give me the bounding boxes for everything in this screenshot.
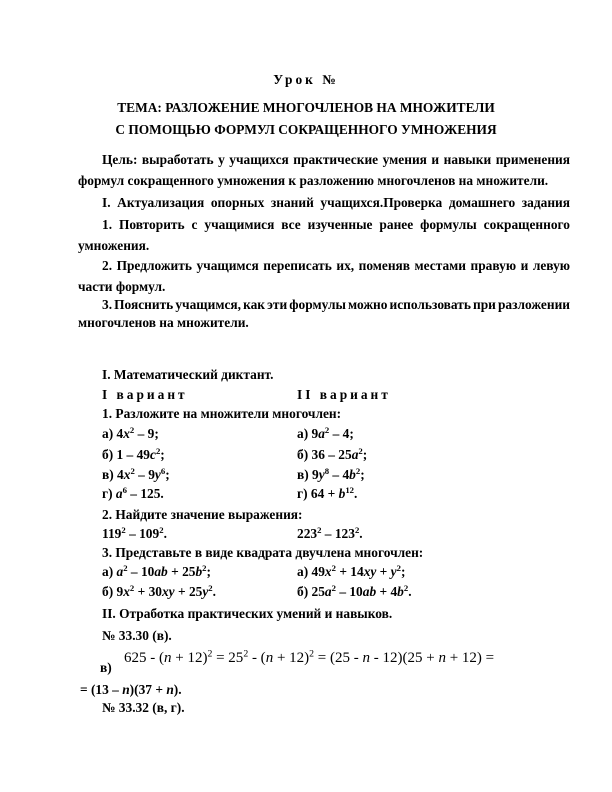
topic-line-2: С ПОМОЩЬЮ ФОРМУЛ СОКРАЩЕННОГО УМНОЖЕНИЯ xyxy=(115,122,497,137)
section1-item-1-cont: умножения. xyxy=(78,238,150,253)
section1-item-1: 1. Повторить с учащимися все изученные ранее формулы сокращенного xyxy=(102,217,570,232)
task1-v1-c: в) $4x^2 - 9y^6$; xyxy=(102,466,170,482)
section1-heading: I. Актуализация опорных знаний учащихся.Проверка домашнего задания xyxy=(102,195,570,210)
exercise-1-result: = (13 – n)(37 + n). xyxy=(80,682,182,697)
task1-v2-a: а) $9a^2 - 4$; xyxy=(297,425,354,441)
task1-v2-b: б) $36 - 25a^2$; xyxy=(297,446,368,462)
exercise-2: № 33.32 (в, г). xyxy=(102,700,185,715)
lesson-title: Урок № xyxy=(273,72,339,87)
task1-v2-d: г) $64 + b^{12}$. xyxy=(297,485,358,501)
section1-item-3: 3. Пояснить учащимся, как эти формулы можно использовать при разложении xyxy=(102,297,570,312)
variant-1-label: I вариант xyxy=(102,387,188,402)
goal-line-2: формул сокращенного умножения к разложению многочленов на множители. xyxy=(78,173,549,188)
section1-item-2-cont: части формул. xyxy=(78,279,166,294)
task1-v2-c: в) $9y^8 - 4b^2$; xyxy=(297,466,365,482)
task1-v1-a: а) $4x^2 - 9$; xyxy=(102,425,159,441)
task3-v2-a: а) $49x^2 + 14xy + y^2$; xyxy=(297,563,406,579)
exercise-1-label: в) xyxy=(100,660,112,675)
task3-v1-b: б) $9x^2 + 30xy + 25y^2$. xyxy=(102,583,217,599)
variant-2-label: II вариант xyxy=(297,387,391,402)
task3-v1-a: а) $a^2 - 10ab + 25b^2$; xyxy=(102,563,211,579)
goal-line-1: Цель: выработать у учащихся практические умения и навыки применения xyxy=(102,152,570,167)
task2-v2: $223^2 - 123^2$. xyxy=(297,525,363,541)
exercise-1: № 33.30 (в). xyxy=(102,628,172,643)
task3-v2-b: б) $25a^2 - 10ab + 4b^2$. xyxy=(297,583,412,599)
dictation-heading: I. Математический диктант. xyxy=(102,367,274,382)
task1-v1-b: б) $1 - 49c^2$; xyxy=(102,446,165,462)
section1-item-2: 2. Предложить учащимся переписать их, поменяв местами правую и левую xyxy=(102,258,570,273)
exercise-1-formula: $625 - (n + 12)^2 = 25^2 - (n + 12)^2 = (25 - n - 12)(25 + n + 12)$ = xyxy=(124,648,495,666)
section1-item-3-cont: многочленов на множители. xyxy=(78,315,249,330)
task-2: 2. Найдите значение выражения: xyxy=(102,507,303,522)
task-1: 1. Разложите на множители многочлен: xyxy=(102,406,342,421)
task1-v1-d: г) $a^6 - 125$. xyxy=(102,485,164,501)
task2-v1: $119^2 - 109^2$. xyxy=(102,525,167,541)
topic-line-1: ТЕМА: РАЗЛОЖЕНИЕ МНОГОЧЛЕНОВ НА МНОЖИТЕЛИ xyxy=(117,100,495,115)
task-3: 3. Представьте в виде квадрата двучлена многочлен: xyxy=(102,545,424,560)
section2-heading: II. Отработка практических умений и навыков. xyxy=(102,606,393,621)
